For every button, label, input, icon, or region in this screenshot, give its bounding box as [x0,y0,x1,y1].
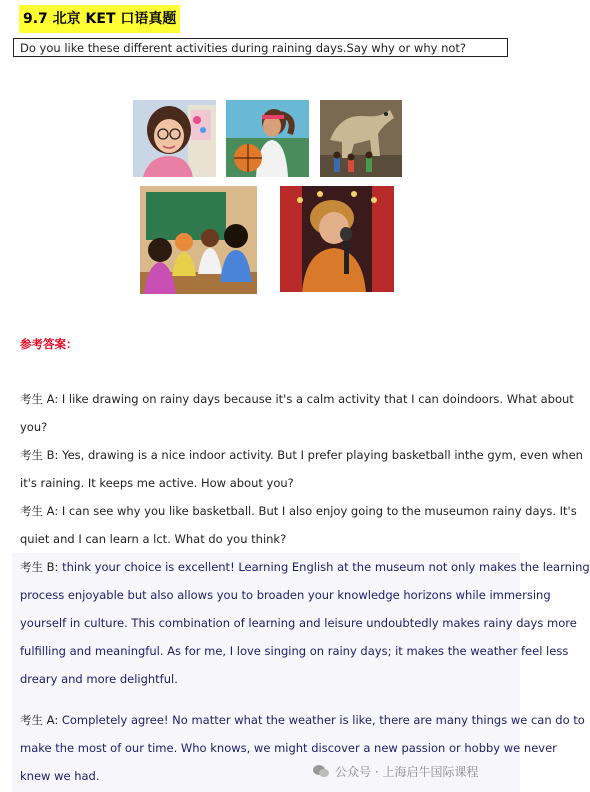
speaker-label: 考生 B: [20,448,63,462]
watermark-text: 公众号 · 上海启牛国际课程 [335,765,479,779]
dialogue-line [20,768,100,784]
dialogue-line [20,671,178,687]
dialogue-line [20,503,577,519]
watermark [313,763,478,780]
line-text: quiet and I can learn a lct. What do you think? [20,532,287,546]
dialogue-line [20,447,583,463]
dialogue-line [20,740,557,756]
line-text: I like drawing on rainy days because it's a calm activity that I can doindoors. What about [61,392,574,406]
dialogue-line [20,419,47,435]
speaker-label: 考生 A: [20,713,62,727]
dialogue-line [20,643,568,659]
dialogue-line [20,391,574,407]
dialogue-line [20,475,294,491]
speaker-label: 考生 A: [20,392,62,406]
speaker-label: 考生 B: [20,560,63,574]
line-text: yourself in culture. This combination of learning and leisure undoubtedly makes rainy days more [20,616,577,630]
dialogue-line [20,531,286,547]
line-text: it's raining. It keeps me active. How about you? [20,476,294,490]
line-text: Yes, drawing is a nice indoor activity. But I prefer playing basketball inthe gym, even when [62,448,583,462]
classroom-image [140,186,257,294]
singing-boy-image [280,186,394,292]
line-text: make the most of our time. Who knows, we might discover a new passion or hobby we never [20,741,557,755]
line-text: think your choice is excellent! Learning English at the museum not only makes the learning [62,560,590,574]
museum-dinosaur-image [320,100,402,177]
line-text: fulfilling and meaningful. As for me, I love singing on rainy days; it makes the weather feel less [20,644,569,658]
page-title: 9.7 北京 KET 口语真题 [19,5,180,33]
wechat-icon [313,764,329,778]
dialogue-line [20,559,590,575]
drawing-girl-image [133,100,216,177]
line-text: you? [20,420,48,434]
speaker-label: 考生 A: [20,504,62,518]
line-text: dreary and more delightful. [20,672,178,686]
line-text: process enjoyable but also allows you to broaden your knowledge horizons while immersing [20,588,551,602]
dialogue-line [20,615,577,631]
answer-label: 参考答案： [20,337,78,351]
dialogue-line [20,587,551,603]
question-box: Do you like these different activities during raining days.Say why or why not? [13,38,508,57]
basketball-girl-image [226,100,309,177]
dialogue-line [20,712,585,728]
line-text: Completely agree! No matter what the weather is like, there are many things we can do to [61,713,585,727]
line-text: I can see why you like basketball. But I also enjoy going to the museumon rainy days. It's [61,504,577,518]
line-text: knew we had. [20,769,100,783]
